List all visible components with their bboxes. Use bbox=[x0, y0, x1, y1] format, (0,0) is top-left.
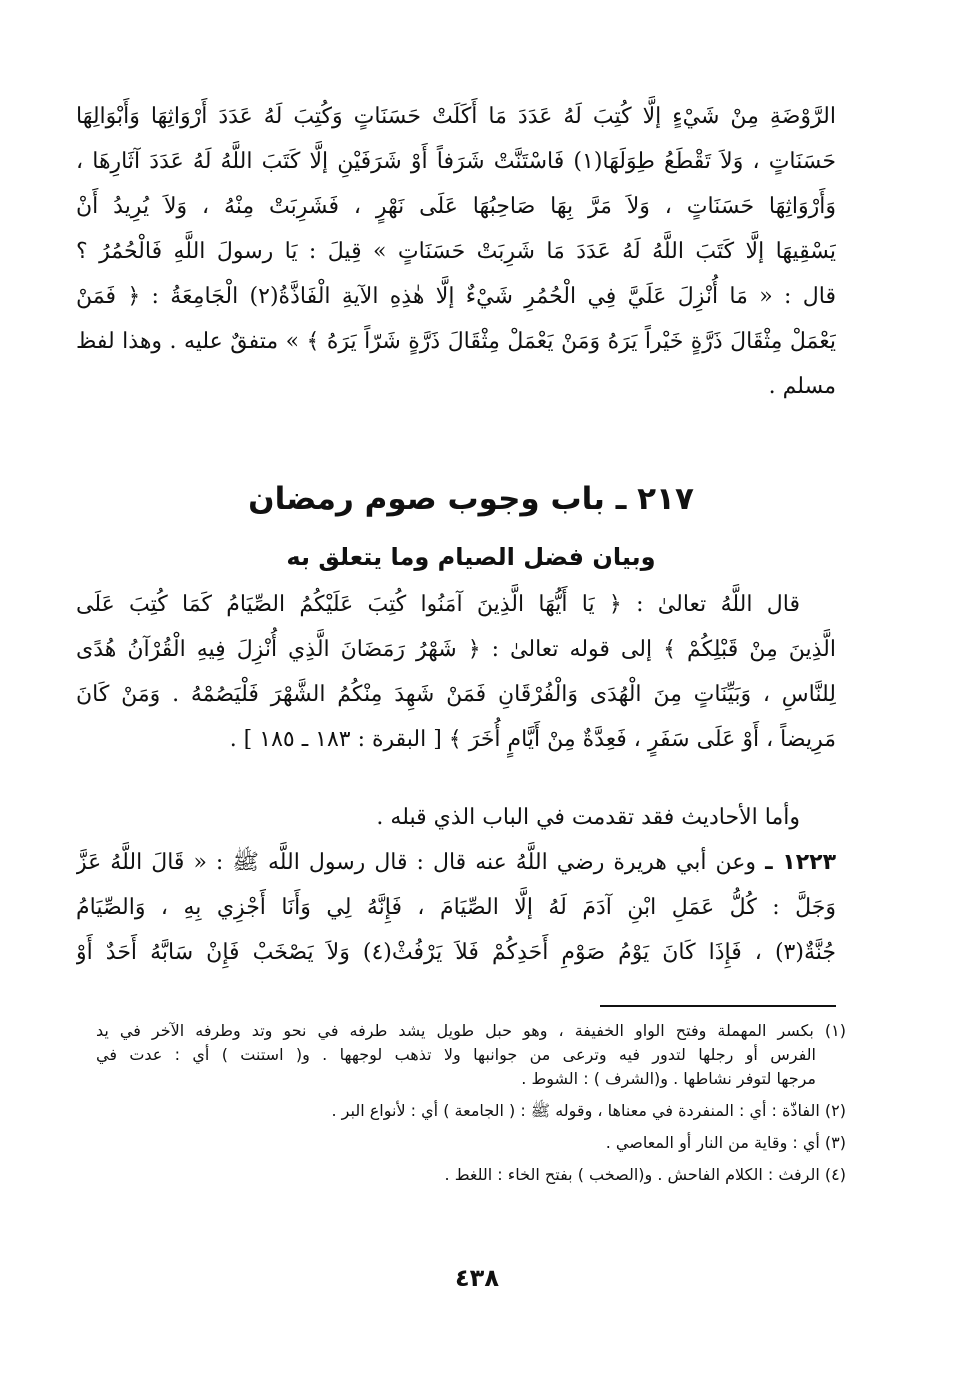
hadith-note: وأما الأحاديث فقد تقدمت في الباب الذي قبله . bbox=[376, 805, 800, 830]
footnote-line: (٣) أي : وقاية من النار أو المعاصي . bbox=[605, 1133, 846, 1152]
hadith-first-line-text: وعن أبي هريرة رضي اللَّهُ عنه قال : قال رسول اللَّه ﷺ : « قَالَ اللَّهُ عَزَّ bbox=[76, 850, 766, 875]
footnote-line: مرجها لتوفر نشاطها . و(الشرف ) : الشوط . bbox=[521, 1069, 816, 1088]
footnote-line: الفرس أو رجلها لتدور فيه وترعى من جوانبها ولا تذهب لوجهها . و( استنت ) أي : عدت في bbox=[96, 1045, 816, 1064]
footnote-line: (١) بكسر المهملة وفتح الواو الخفيفة ، وهو حبل طويل يشد طرفه في نحو وتد وطرفه الآخر في يد bbox=[96, 1021, 846, 1040]
text-line: يَسْقِيهَا إلَّا كَتَبَ اللَّهُ لَهُ عَدَدَ مَا شَرِبَتْ حَسَنَاتٍ » قِيلَ : يَا رسولَ اللَّهِ فَالْحُمُرُ ؟ bbox=[76, 239, 836, 264]
intro-paragraph bbox=[76, 94, 836, 409]
text-line: الَّذِينَ مِنْ قَبْلِكُمْ ﴾ إلى قوله تعالىٰ : ﴿ شَهْرُ رَمَضَانَ الَّذِي أُنْزِلَ فِيهِ الْقُرْآنُ هُدًى bbox=[76, 637, 836, 662]
text-line: قال : « مَا أُنْزِلَ عَلَيَّ فِي الْحُمُرِ شَيْءٌ إلَّا هٰذِهِ الآيةِ الْفَاذَّةُ(٢) الْجَامِعَةُ : ﴿ فَمَنْ bbox=[76, 284, 836, 309]
hadith-number: ١٢٢٣ ـ bbox=[765, 850, 836, 875]
footnote-divider bbox=[600, 1005, 836, 1007]
text-line: مسلم . bbox=[768, 374, 836, 399]
text-line: لِلنَّاسِ ، وَبَيِّنَاتٍ مِنَ الْهُدَى وَالْفُرْقَانِ فَمَنْ شَهِدَ مِنْكُمُ الشَّهْرَ فَلْيَصُمْهُ . وَمَنْ كَانَ bbox=[76, 682, 836, 707]
hadith-paragraph bbox=[76, 840, 836, 975]
hadith-first-line bbox=[76, 840, 836, 885]
text-line: الرَّوْضَةِ مِنْ شَيْءٍ إلَّا كُتِبَ لَهُ عَدَدَ مَا أَكَلَتْ حَسَنَاتٍ وَكُتِبَ لَهُ عَدَدَ أَرْوَاثِهَا وَأَبْوَالِهَا bbox=[76, 104, 836, 129]
footnote-line: (٢) الفاذّة : أي : المنفردة في معناها ، وقوله ﷺ : ( الجامعة ) أي : لأنواع البر . bbox=[331, 1101, 846, 1120]
text-line: مَرِيضاً ، أَوْ عَلَى سَفَرٍ ، فَعِدَّةٌ مِنْ أَيَّامٍ أُخَرَ ﴾ [ البقرة : ١٨٣ ـ ١٨٥ ] . bbox=[229, 727, 836, 752]
text-line: قال اللَّهُ تعالىٰ : ﴿ يَا أَيُّهَا الَّذِينَ آمَنُوا كُتِبَ عَلَيْكُمُ الصِّيَامُ كَمَا كُتِبَ عَلَى bbox=[76, 592, 800, 617]
quran-verses-paragraph bbox=[76, 582, 836, 762]
chapter-subheading: وبيان فضل الصيام وما يتعلق به bbox=[286, 543, 656, 571]
text-line: حَسَنَاتٍ ، وَلاَ تَقْطَعُ طِوَلَهَا(١) فَاسْتَنَّتْ شَرَفاً أَوْ شَرَفَيْنِ إلَّا كَتَبَ اللَّهُ لَهُ عَدَدَ آثَارِهَا ، bbox=[76, 149, 836, 174]
footnotes bbox=[96, 1019, 846, 1187]
footnote-line: (٤) الرفث : الكلام الفاحش . و(الصخب ) بفتح الخاء : اللغط . bbox=[444, 1165, 846, 1184]
page-number: ٤٣٨ bbox=[455, 1264, 499, 1292]
text-line: جُنَّةٌ(٣) ، فَإِذَا كَانَ يَوْمُ صَوْمِ أَحَدِكُمْ فَلاَ يَرْفُثْ(٤) وَلاَ يَصْخَبْ فَإِنْ سَابَّهُ أَحَدٌ أَوْ bbox=[76, 940, 836, 965]
text-line: وَجَلَّ : كُلُّ عَمَلِ ابْنِ آدَمَ لَهُ إلَّا الصِّيَامَ ، فَإِنَّهُ لِي وَأَنَا أَجْزِي بِهِ ، وَالصِّيَامُ bbox=[76, 895, 836, 920]
text-line: يَعْمَلْ مِثْقَالَ ذَرَّةٍ خَيْراً يَرَهُ وَمَنْ يَعْمَلْ مِثْقَالَ ذَرَّةٍ شَرّاً يَرَهُ ﴾ » متفقٌ عليه . وهذا لفظ bbox=[76, 329, 836, 354]
chapter-heading: ٢١٧ ـ باب وجوب صوم رمضان bbox=[248, 481, 694, 517]
text-line: وَأَرْوَاثِهَا حَسَنَاتٍ ، وَلاَ مَرَّ بِهَا صَاحِبُهَا عَلَى نَهْرٍ ، فَشَرِبَتْ مِنْهُ ، وَلاَ يُرِيدُ أَنْ bbox=[76, 194, 836, 219]
